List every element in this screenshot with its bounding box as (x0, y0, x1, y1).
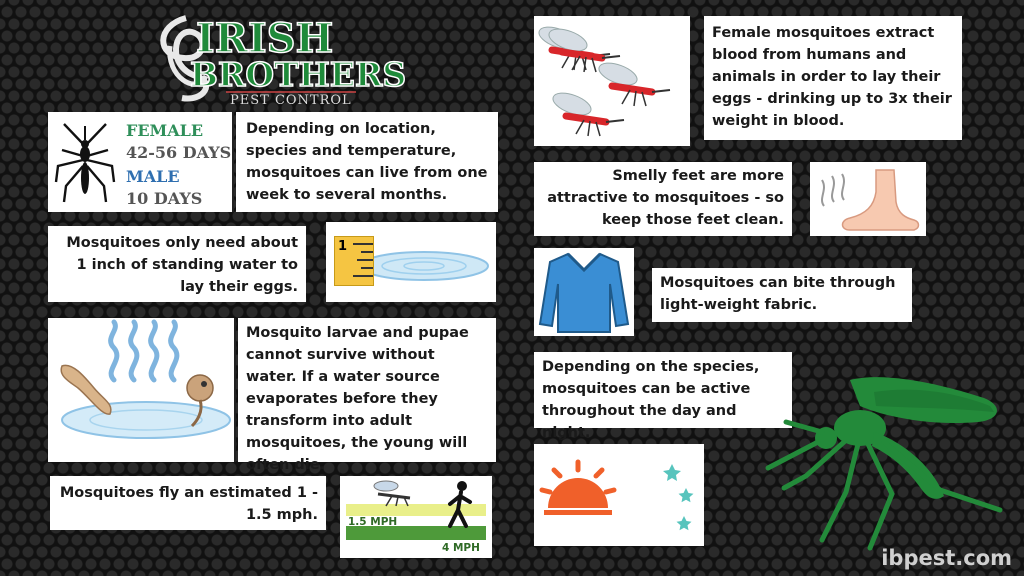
sweater-icon (534, 248, 634, 336)
logo-irish: IRISH (196, 15, 334, 62)
larvae-evaporation-icon (48, 318, 234, 462)
logo-brothers: BROTHERS (190, 55, 407, 94)
speed-image-box (340, 476, 492, 558)
day-night-image-box (534, 444, 704, 546)
small-mosquito-icon (370, 476, 418, 506)
ruler-water-image-box (326, 222, 496, 302)
foot-icon (810, 162, 926, 236)
female-label: FEMALE (126, 121, 204, 140)
fact-female-blood: Female mosquitoes extract blood from humans and animals in order to lay their eggs - drinking up to 3x their weight in blood. (704, 16, 962, 140)
mosquito-icon (54, 120, 116, 204)
sweater-image-box (534, 248, 634, 336)
green-mosquito-icon (764, 372, 1004, 552)
logo-pest-control: PEST CONTROL (230, 93, 352, 108)
walking-person-icon (446, 480, 476, 530)
fact-larvae: Mosquito larvae and pupae cannot survive without water. If a water source evaporates before they transform into adult mosquitoes, the young will often die. (238, 318, 496, 462)
foot-image-box (810, 162, 926, 236)
fact-active: Depending on the species, mosquitoes can be active throughout the day and night. (534, 352, 792, 428)
fact-standing-water: Mosquitoes only need about 1 inch of standing water to lay their eggs. (48, 226, 306, 302)
website-url[interactable]: ibpest.com (881, 546, 1012, 570)
mosquito-speed-label: 1.5 MPH (348, 516, 398, 528)
human-speed-label: 4 MPH (442, 542, 480, 554)
male-label: MALE (126, 167, 180, 186)
sun-moon-icon (534, 444, 704, 546)
fact-smelly-feet: Smelly feet are more attractive to mosquitoes - so keep those feet clean. (534, 162, 792, 236)
lifespan-image-box (48, 112, 232, 212)
blood-mosquitoes-icon (534, 16, 690, 146)
ruler-icon (334, 236, 374, 286)
male-days: 10 DAYS (126, 189, 203, 208)
fact-fabric: Mosquitoes can bite through light-weight fabric. (652, 268, 912, 322)
female-days: 42-56 DAYS (126, 143, 232, 162)
fact-flight: Mosquitoes fly an estimated 1 - 1.5 mph. (50, 476, 326, 530)
fact-lifespan: Depending on location, species and temperature, mosquitoes can live from one week to several months. (236, 112, 498, 212)
irish-brothers-logo (156, 6, 407, 108)
larvae-image-box (48, 318, 234, 462)
mosquitoes-image-box (534, 16, 690, 146)
ruler-number: 1 (338, 239, 348, 254)
